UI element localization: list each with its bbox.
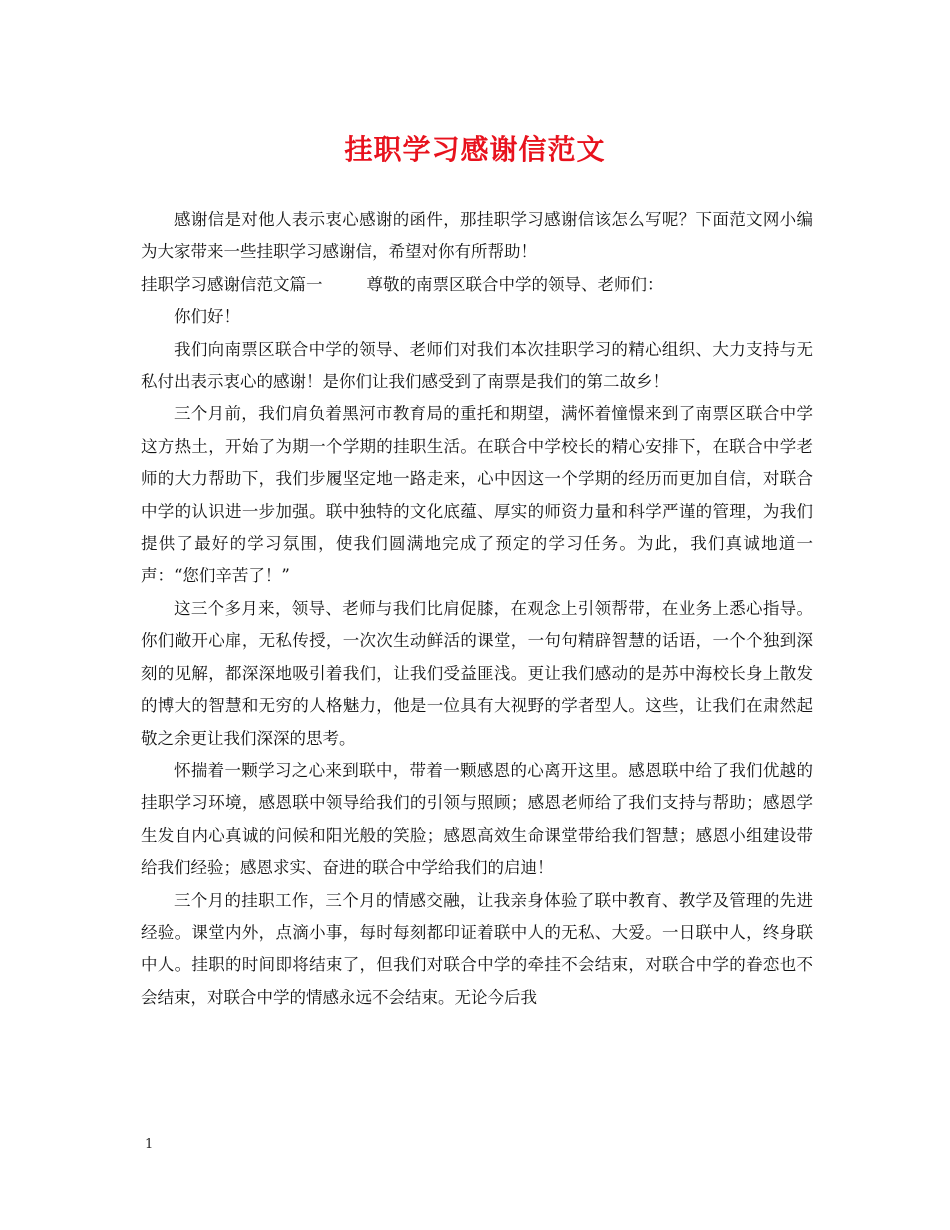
- body-paragraph-1: 我们向南票区联合中学的领导、老师们对我们本次挂职学习的精心组织、大力支持与无私付出表示衷心的感谢！是你们让我们感受到了南票是我们的第二故乡！: [141, 339, 813, 392]
- page-title: 挂职学习感谢信范文: [344, 133, 606, 166]
- body-paragraph-4: 怀揣着一颗学习之心来到联中，带着一颗感恩的心离开这里。感恩联中给了我们优越的挂职学习环境，感恩联中领导给我们的引领与照顾；感恩老师给了我们支持与帮助；感恩学生发自内心真诚的问候和阳光般的笑脸；感恩高效生命课堂带给我们智慧；感恩小组建设带给我们经验；感恩求实、奋进的联合中学给我们的启迪！: [141, 760, 813, 878]
- section-heading: 挂职学习感谢信范文篇一: [141, 274, 323, 294]
- document-body: [141, 204, 813, 1014]
- page-number: 1: [145, 1137, 154, 1152]
- body-paragraph-5: 三个月的挂职工作，三个月的情感交融，让我亲身体验了联中教育、教学及管理的先进经验。课堂内外，点滴小事，每时每刻都印证着联中人的无私、大爱。一日联中人，终身联中人。挂职的时间即将结束了，但我们对联合中学的牵挂不会结束，对联合中学的眷恋也不会结束，对联合中学的情感永远不会结束。无论今后我: [141, 890, 813, 1007]
- section-heading-line: [141, 269, 813, 301]
- intro-paragraph: 感谢信是对他人表示衷心感谢的函件，那挂职学习感谢信该怎么写呢？下面范文网小编为大家带来一些挂职学习感谢信，希望对你有所帮助！: [141, 210, 813, 262]
- salutation: 尊敬的南票区联合中学的领导、老师们：: [366, 274, 664, 294]
- greeting: 你们好！: [174, 307, 240, 327]
- body-paragraph-2: 三个月前，我们肩负着黑河市教育局的重托和期望，满怀着憧憬来到了南票区联合中学这方热土，开始了为期一个学期的挂职生活。在联合中学校长的精心安排下，在联合中学老师的大力帮助下，我们步履坚定地一路走来，心中因这一个学期的经历而更加自信，对联合中学的认识进一步加强。联中独特的文化底蕴、厚实的师资力量和科学严谨的管理，为我们提供了最好的学习氛围，使我们圆满地完成了预定的学习任务。为此，我们真诚地道一声：“您们辛苦了！”: [141, 404, 813, 586]
- body-paragraph-3: 这三个多月来，领导、老师与我们比肩促膝，在观念上引领帮带，在业务上悉心指导。你们敞开心扉，无私传授，一次次生动鲜活的课堂，一句句精辟智慧的话语，一个个独到深刻的见解，都深深地吸引着我们，让我们受益匪浅。更让我们感动的是苏中海校长身上散发的博大的智慧和无穷的人格魅力，他是一位具有大视野的学者型人。这些，让我们在肃然起敬之余更让我们深深的思考。: [141, 598, 813, 748]
